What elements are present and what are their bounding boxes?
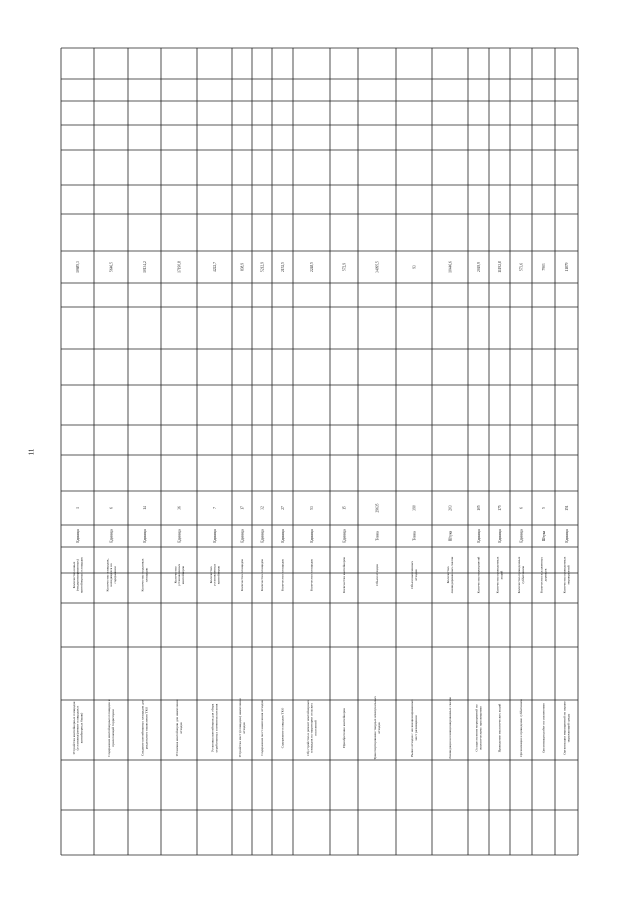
- unit-cell: Единица: [309, 529, 314, 543]
- indicator-cell: Количество площадок,находящихся насодержании: [105, 558, 118, 592]
- activity-cell: Устройство мест (площадок) накопленияотходов: [238, 698, 247, 758]
- plan-value: 175: [497, 505, 502, 511]
- unit-cell: Тонна: [375, 531, 380, 541]
- plan-value: 29635: [375, 503, 380, 513]
- plan-value: 105: [476, 505, 481, 511]
- plan-value: 7: [212, 507, 217, 509]
- fact-value: 7903: [541, 263, 546, 271]
- unit-cell: Единица: [342, 529, 347, 543]
- plan-value: 53: [309, 506, 314, 510]
- indicator-cell: Количество площадок: [280, 558, 285, 592]
- activity-cell: Организация и проведение субботников: [519, 699, 524, 757]
- fact-value: 2152,5: [280, 262, 285, 272]
- plan-value: 6: [519, 507, 524, 509]
- unit-cell: Единица: [109, 529, 114, 543]
- fact-value: 17190,8: [177, 261, 182, 273]
- activity-cell: Содержание контейнерных площадок иприлегающей территории: [107, 699, 116, 757]
- unit-cell: Единица: [519, 529, 524, 543]
- unit-cell: Единица: [177, 529, 182, 543]
- plan-value: 5: [541, 507, 546, 509]
- activity-cell: Содержание площадок ТКО: [280, 707, 285, 749]
- plan-value: 14: [142, 506, 147, 510]
- fact-value: 2248,5: [309, 262, 314, 272]
- fact-value: 10685,3: [75, 261, 80, 273]
- unit-cell: Единица: [497, 529, 502, 543]
- fact-value: 573,6: [519, 262, 524, 272]
- indicator-cell: Количество созданныхплощадок: [140, 558, 149, 592]
- plan-value: 17: [240, 506, 245, 510]
- plan-value: 1: [75, 507, 80, 509]
- fact-value: 11192,8: [497, 261, 502, 273]
- fact-value: 2049,9: [476, 262, 481, 272]
- activity-cell: Транспортирование твердых коммунальныхотходов: [373, 696, 382, 760]
- unit-cell: Единица: [212, 529, 217, 543]
- plan-value: 36: [177, 506, 182, 510]
- indicator-cell: Количестволиквидированных свалок: [446, 556, 455, 594]
- fact-value: 4222,7: [212, 262, 217, 272]
- plan-value: 27: [280, 506, 285, 510]
- activity-cell: Ликвидация несанкционированных свалок: [448, 697, 453, 759]
- fact-value: 572,9: [342, 262, 347, 272]
- indicator-cell: Количество мероприятий: [476, 556, 481, 594]
- indicator-cell: Количество проведенныхсубботников: [517, 556, 526, 594]
- plan-value: 6: [109, 507, 114, 509]
- plan-value: 151: [564, 505, 569, 511]
- page-number: 11: [27, 448, 36, 456]
- indicator-cell: Количество высаженныхдеревьев: [539, 557, 548, 593]
- indicator-cell: Количество проведенныхмероприятий: [562, 556, 571, 594]
- indicator-cell: Количество площадок: [260, 558, 265, 592]
- activity-cell: Приобретение контейнеров: [342, 708, 347, 748]
- activity-cell: Осуществление мероприятий поэкологическому просвещению: [474, 704, 483, 752]
- indicator-cell: Количество площадок: [240, 558, 245, 592]
- unit-cell: Единица: [240, 529, 245, 543]
- activity-cell: Организация мероприятий по охранеокружающей среды: [562, 701, 571, 755]
- unit-cell: Единица: [280, 529, 285, 543]
- indicator-cell: Объем отходов: [375, 564, 380, 586]
- indicator-cell: Количество проведенныхакций: [495, 556, 504, 594]
- unit-cell: Единица: [260, 529, 265, 543]
- fact-value: 10446,6: [448, 261, 453, 273]
- unit-cell: Единица: [564, 529, 569, 543]
- activity-cell: Вывоз отходов с несанкционированныхмест размещения: [410, 699, 419, 757]
- unit-cell: Тонна: [412, 531, 417, 541]
- activity-cell: Устройство контейнерных площадок(установка/ремонт площадок иконтейнерных баков): [71, 701, 84, 755]
- activity-cell: Организация работ по озеленению: [541, 702, 546, 754]
- activity-cell: Проведение экологических акций: [497, 703, 502, 753]
- fact-value: 5646,5: [109, 262, 114, 272]
- plan-value: 203: [448, 505, 453, 511]
- activity-cell: Создание контейнерных площадок дляраздельного накопления ТКО: [140, 699, 149, 757]
- fact-value: 10134,2: [142, 261, 147, 273]
- fact-value: 34095,5: [375, 261, 380, 273]
- unit-cell: Штука: [448, 530, 453, 542]
- indicator-cell: Объем вывезенныхотходов: [410, 561, 419, 589]
- unit-cell: Единица: [142, 529, 147, 543]
- fact-value: 11879: [564, 262, 569, 272]
- plan-value: 15: [342, 506, 347, 510]
- activity-cell: Содержание мест накопления отходов: [260, 700, 265, 756]
- activity-cell: Установка контейнеров для накопленияотходов: [175, 699, 184, 757]
- plan-value: 390: [412, 505, 417, 511]
- unit-cell: Единица: [75, 529, 80, 543]
- plan-value: 32: [260, 506, 265, 510]
- indicator-cell: Количество площадок: [309, 558, 314, 592]
- indicator-cell: Количествоустановленныхконтейнеров: [173, 563, 186, 587]
- indicator-cell: Количество контейнеров: [342, 557, 347, 593]
- activity-cell: Обустройство и ремонт контейнерныхплощадок на территории сельскихпоселений: [305, 700, 318, 756]
- indicator-cell: Количество новых(модернизированных)контейнерных площадок: [71, 557, 84, 593]
- fact-value: 93: [412, 265, 417, 269]
- activity-cell: Установка контейнеров для сбораотработанных элементов питания: [210, 703, 219, 753]
- unit-cell: Единица: [476, 529, 481, 543]
- fact-value: 838,9: [240, 262, 245, 272]
- indicator-cell: Количествоустановленныхконтейнеров: [208, 563, 221, 587]
- fact-value: 5212,9: [260, 262, 265, 272]
- unit-cell: Штука: [541, 530, 546, 542]
